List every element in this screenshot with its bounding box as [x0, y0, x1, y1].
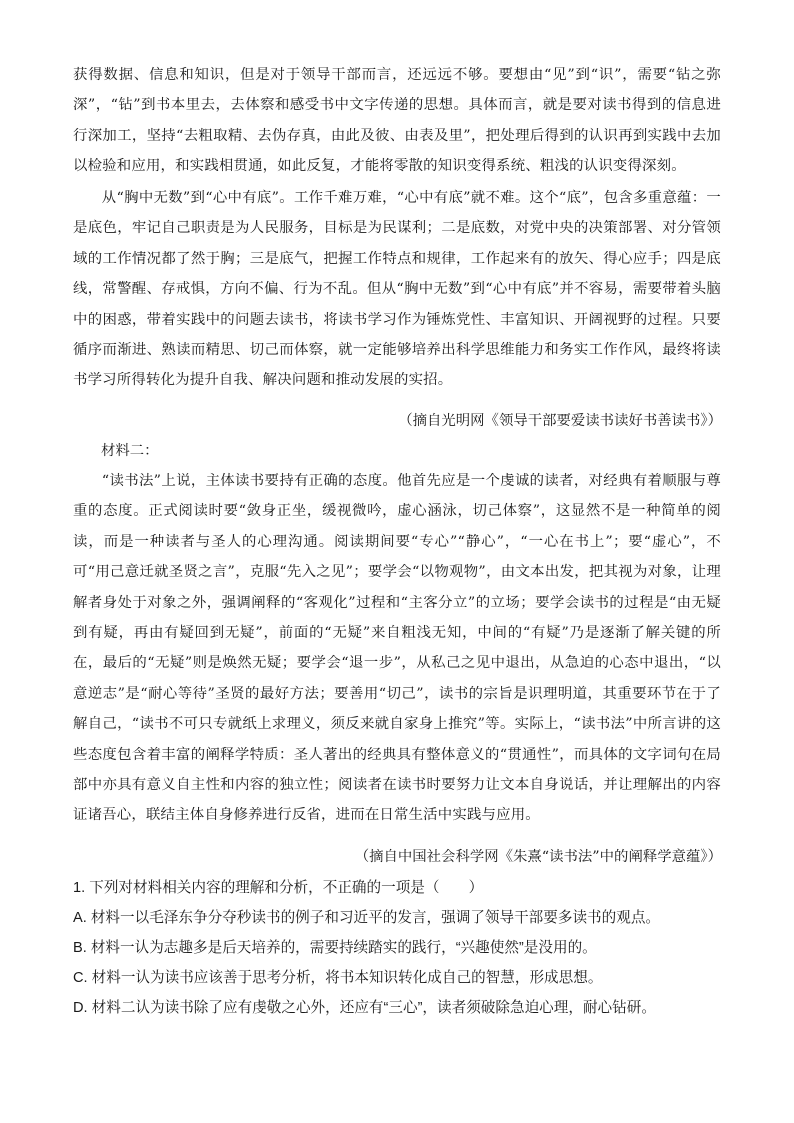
option-a: A. 材料一以毛泽东争分夺秒读书的例子和习近平的发言，强调了领导干部要多读书的观点。	[73, 910, 661, 926]
option-b: B. 材料一认为志趣多是后天培养的，需要持续踏实的践行，“兴趣使然”是没用的。	[73, 940, 597, 956]
option-d: D. 材料二认为读书除了应有虔敬之心外，还应有“三心”，读者须破除急迫心理，耐心钻研。	[73, 1000, 656, 1016]
paragraph-text: 从“胸中无数”到“心中有底”。工作千难万难，“心中有底”就不难。这个“底”，包含多重意蕴：一是底色，牢记自己职责是为人民服务，目标是为民谋利；二是底数，对党中央的决策部署、对分管领域的工作情况都了然于胸；三是底气，把握工作特点和规律，工作起来有的放矢、得心应手；四是底线，常警醒、存戒惧，方向不偏、行为不乱。但从“胸中无数”到“心中有底”并不容易，需要带着头脑中的困惑，带着实践中的问题去读书，将读书学习作为锤炼党性、丰富知识、开阔视野的过程。只要循序而渐进、熟读而精思、切己而体察，就一定能够培养出科学思维能力和务实工作作风，最终将读书学习所得转化为提升自我、解决问题和推动发展的实招。	[73, 190, 721, 389]
paragraph-text: 获得数据、信息和知识，但是对于领导干部而言，还远远不够。要想由“见”到“识”，需要“钻之弥深”，“钻”到书本里去，去体察和感受书中文字传递的思想。具体而言，就是要对读书得到的信息进行深加工，坚持“去粗取精、去伪存真，由此及彼、由表及里”，把处理后得到的认识再到实践中去加以检验和应用，和实践相贯通，如此反复，才能将零散的知识变得系统、粗浅的认识变得深刻。	[73, 67, 721, 175]
question-1	[73, 873, 733, 1023]
material-2-source: （摘自中国社会科学网《朱熹“读书法”中的阐释学意蕴》）	[354, 849, 722, 865]
option-c: C. 材料一认为读书应该善于思考分析，将书本知识转化成自己的智慧，形成思想。	[73, 970, 603, 986]
material-1-paragraph-2	[73, 183, 721, 396]
material-2-label: 材料二：	[101, 443, 159, 459]
paragraph-text: “读书法”上说，主体读书要持有正确的态度。他首先应是一个虔诚的读者，对经典有着顺服与尊重的态度。正式阅读时要“敛身正坐，缓视微吟，虚心涵泳，切己体察”，这显然不是一种简单的阅读，而是一种读者与圣人的心理沟通。阅读期间要“专心”“静心”，“一心在书上”；要“虚心”，不可“用己意迁就圣贤之言”，克服“先入之见”；要学会“以物观物”，由文本出发，把其视为对象，让理解者身处于对象之外，强调阐释的“客观化”过程和“主客分立”的立场；要学会读书的过程是“由无疑到有疑，再由有疑回到无疑”，前面的“无疑”来自粗浅无知，中间的“有疑”乃是逐渐了解关键的所在，最后的“无疑”则是焕然无疑；要学会“退一步”，从私己之见中退出，从急迫的心态中退出，“以意逆志”是“耐心等待”圣贤的最好方法；要善用“切己”，读书的宗旨是识理明道，其重要环节在于了解自己，“读书不可只专就纸上求理义，须反来就自家身上推究”等。实际上，“读书法”中所言讲的这些态度包含着丰富的阐释学特质：圣人著出的经典具有整体意义的“贯通性”，而具体的文字词句在局部中亦具有意义自主性和内容的独立性；阅读者在读书时要努力让文本自身说话，并让理解出的内容证诸吾心，联结主体自身修养进行反省，进而在日常生活中实践与应用。	[73, 473, 721, 824]
material-1-paragraph-continued	[73, 60, 721, 182]
material-1-source: （摘自光明网《领导干部要爱读书读好书善读书》）	[398, 413, 722, 429]
material-2-paragraph	[73, 466, 721, 831]
question-stem: 1. 下列对材料相关内容的理解和分析，不正确的一项是（ ）	[73, 880, 484, 896]
